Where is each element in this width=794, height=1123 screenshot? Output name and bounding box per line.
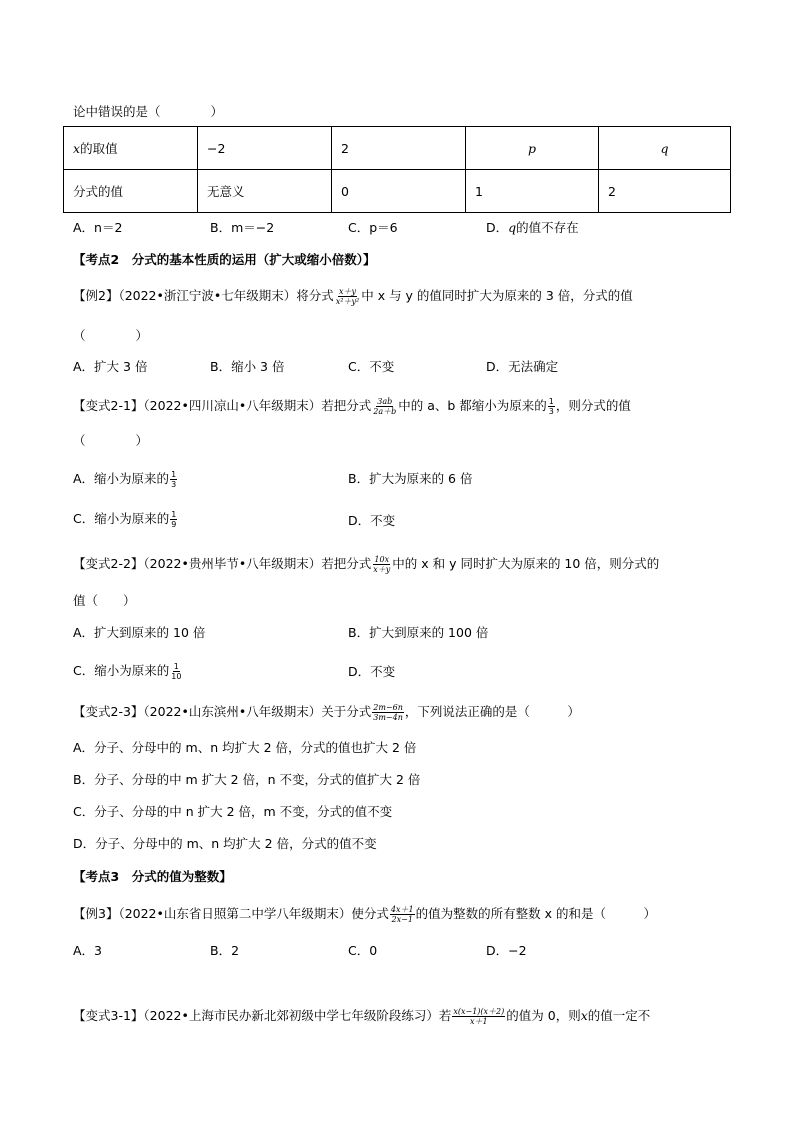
option-c: C．缩小为原来的 $\frac{1}{9}$ xyxy=(73,510,177,529)
fraction: $\frac{x(x-1)(x+2)}{x+1}$ xyxy=(453,1007,505,1026)
option-b: B．m＝−2 xyxy=(210,220,275,235)
table-cell: q xyxy=(599,127,731,170)
option-c: C．0 xyxy=(348,943,378,958)
option-a: A．扩大 3 倍 xyxy=(73,359,148,374)
table-cell: −2 xyxy=(198,127,332,170)
option-b: B．扩大到原来的 100 倍 xyxy=(348,625,489,640)
variant-3-1-stem: 【变式3-1】（2022•上海市民办新北郊初级中学七年级阶段练习）若 $\frac{x(x-1)(x+2)}{x+1}$ 的值为 0，则x的值一定不 xyxy=(73,1007,651,1026)
fraction: $\frac{1}{3}$ xyxy=(548,397,554,416)
fraction: $\frac{1}{9}$ xyxy=(171,510,177,529)
example-2-stem: 【例2】（2022•浙江宁波•七年级期末）将分式 $\frac{x+y}{\text{x²＋y²}}$ 中 x 与 y 的值同时扩大为原来的 3 倍，分式的值 xyxy=(73,287,633,306)
table-cell: 0 xyxy=(332,170,466,213)
option-c: C．不变 xyxy=(348,359,395,374)
option-a: A．缩小为原来的 $\frac{1}{3}$ xyxy=(73,470,177,489)
variant-2-1-stem: 【变式2-1】（2022•四川凉山•八年级期末）若把分式 $\frac{3ab}{2a+b}$ 中的 a、b 都缩小为原来的 $\frac{1}{3}$ ，则分式的值 xyxy=(73,397,631,416)
option-b: B．缩小 3 倍 xyxy=(210,359,285,374)
option-b: B．分子、分母的中 m 扩大 2 倍，n 不变，分式的值扩大 2 倍 xyxy=(73,772,421,787)
table-cell: 2 xyxy=(332,127,466,170)
variant-2-3-stem: 【变式2-3】（2022•山东滨州•八年级期末）关于分式 $\frac{2m-6n}{3m-4n}$ ，下列说法正确的是（ ） xyxy=(73,703,580,722)
fraction: $\frac{1}{10}$ xyxy=(171,662,182,681)
option-c: C．分子、分母的中 n 扩大 2 倍，m 不变，分式的值不变 xyxy=(73,804,393,819)
variant-2-2-stem: 【变式2-2】（2022•贵州毕节•八年级期末）若把分式 $\frac{10x}{x+y}$ 中的 x 和 y 同时扩大为原来的 10 倍，则分式的 xyxy=(73,555,660,574)
option-d: D．−2 xyxy=(486,943,527,958)
fraction: $\frac{10x}{x+y}$ xyxy=(373,555,391,574)
option-c: C．缩小为原来的 $\frac{1}{10}$ xyxy=(73,662,182,681)
example-3-stem: 【例3】（2022•山东省日照第二中学八年级期末）使分式 $\frac{4x+1}{2x-1}$ 的值为整数的所有整数 x 的和是（ ） xyxy=(73,905,656,924)
value-table xyxy=(63,126,731,213)
option-a: A．扩大到原来的 10 倍 xyxy=(73,625,206,640)
option-a: A．分子、分母中的 m、n 均扩大 2 倍，分式的值也扩大 2 倍 xyxy=(73,740,417,755)
fraction: $\frac{4x+1}{2x-1}$ xyxy=(390,905,414,924)
example-2-paren: （ ） xyxy=(73,328,149,343)
option-d: D．无法确定 xyxy=(486,359,559,374)
option-d: D．不变 xyxy=(348,513,396,528)
table-cell: 2 xyxy=(599,170,731,213)
table-row xyxy=(64,127,731,170)
fraction: $\frac{x+y}{\text{x²＋y²}}$ xyxy=(335,287,360,306)
option-a: A．n＝2 xyxy=(73,220,123,235)
table-cell: 无意义 xyxy=(198,170,332,213)
option-b: B．扩大为原来的 6 倍 xyxy=(348,471,473,486)
section-heading-2: 【考点2 分式的基本性质的运用（扩大或缩小倍数）】 xyxy=(73,252,376,267)
option-a: A．3 xyxy=(73,943,103,958)
option-d: D．不变 xyxy=(348,664,396,679)
option-d: D．分子、分母中的 m、n 均扩大 2 倍，分式的值不变 xyxy=(73,836,377,851)
table-cell: x的取值 xyxy=(64,127,198,170)
section-heading-3: 【考点3 分式的值为整数】 xyxy=(73,869,232,884)
option-d: D．q的值不存在 xyxy=(486,220,579,235)
variant-2-1-paren: （ ） xyxy=(73,433,149,448)
fraction: $\frac{3ab}{2a+b}$ xyxy=(373,397,397,416)
table-row xyxy=(64,170,731,213)
table-cell: 分式的值 xyxy=(64,170,198,213)
intro-line: 论中错误的是（ ） xyxy=(73,104,224,119)
option-b: B．2 xyxy=(210,943,240,958)
table-cell: 1 xyxy=(466,170,599,213)
variant-2-2-line2: 值（ ） xyxy=(73,593,136,608)
option-c: C．p＝6 xyxy=(348,220,398,235)
fraction: $\frac{1}{3}$ xyxy=(171,470,177,489)
fraction: $\frac{2m-6n}{3m-4n}$ xyxy=(373,703,403,722)
table-cell: p xyxy=(466,127,599,170)
